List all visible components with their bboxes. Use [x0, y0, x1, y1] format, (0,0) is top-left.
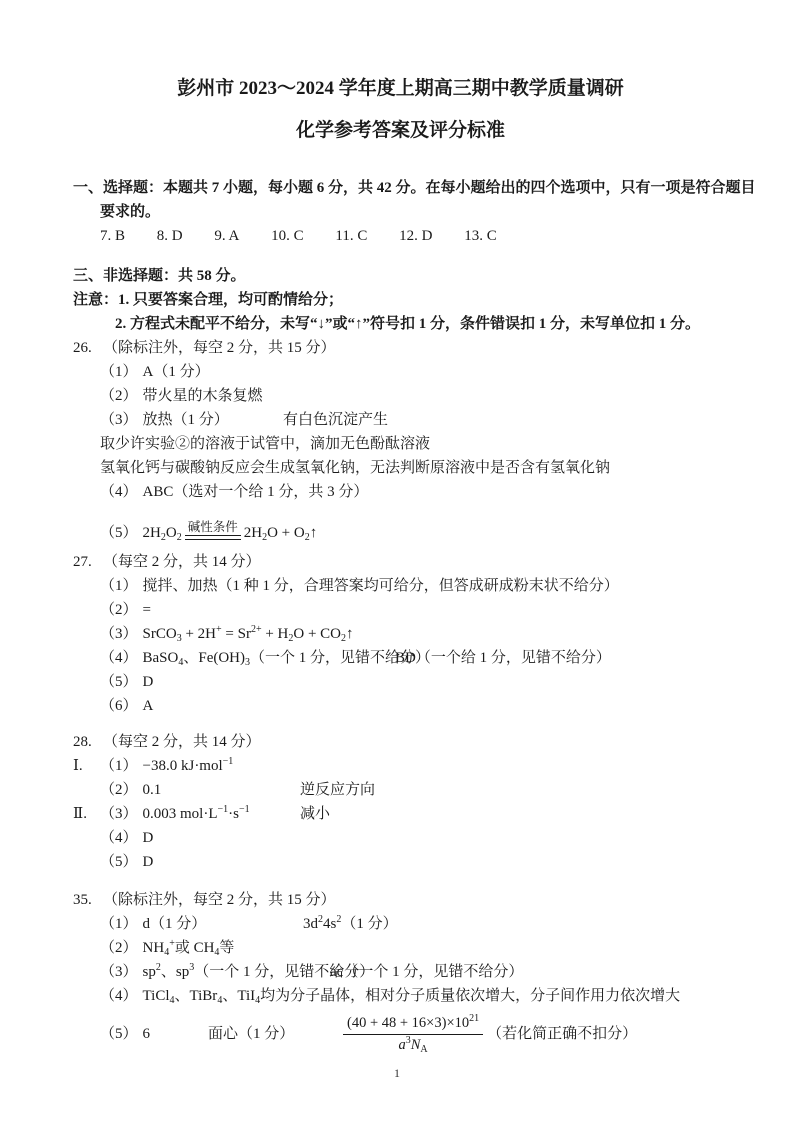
item-marker: （2）: [100, 782, 138, 798]
item-answer: =: [142, 602, 151, 618]
question-number: 26.: [73, 340, 92, 356]
q35-item-5: [73, 1010, 728, 1058]
item-marker: （3）: [100, 964, 138, 980]
q26-item-3: [73, 408, 728, 432]
item-answer: A: [142, 698, 154, 714]
item-marker: （2）: [100, 602, 138, 618]
density-formula: [343, 1013, 637, 1055]
item-answer-col2: ac（一个 1 分，见错不给分）: [330, 964, 524, 980]
q27-item-4: [73, 646, 728, 670]
item-marker: （5）: [100, 525, 138, 541]
q27-item-6: [73, 694, 728, 718]
item-answer: A（1 分）: [142, 364, 210, 380]
item-marker: （1）: [100, 578, 138, 594]
item-marker: （4）: [100, 988, 138, 1004]
item-marker: （5）: [100, 674, 138, 690]
item-answer: −38.0 kJ·mol$^{-1}$: [142, 756, 234, 774]
item-answer: ABC（选对一个给 1 分，共 3 分）: [142, 484, 369, 500]
q28-item-4: [73, 826, 728, 850]
q26-item-1: [73, 360, 728, 384]
item-answer: 0.1: [142, 782, 162, 798]
item-answer: 0.003 $mol\cdot L^{-1}\cdot s^{-1}$: [142, 804, 250, 822]
equation-lhs: $2H_2O_2$: [142, 525, 182, 543]
fraction: [343, 1013, 483, 1055]
item-answer: 搅拌、加热（1 种 1 分，合理答案均可给分，但答成研成粉末状不给分）: [142, 578, 619, 594]
item-answer: D: [142, 830, 154, 846]
item-marker: （6）: [100, 698, 138, 714]
item-marker: （3）: [100, 412, 138, 428]
q26-item-5-equation: [73, 506, 728, 546]
item-answer-col2: 减小: [300, 806, 331, 822]
item-answer: D: [142, 854, 154, 870]
q27-item-5: [73, 670, 728, 694]
question-number: 28.: [73, 734, 92, 750]
item-answer-col2: 逆反应方向: [300, 782, 376, 798]
q27-item-3: [73, 622, 728, 646]
item-answer: d（1 分）: [142, 916, 207, 932]
q28-item-2: [73, 778, 728, 802]
question-28-header: [73, 730, 728, 754]
item-answer: D: [142, 674, 154, 690]
doc-title: 彭州市 2023～2024 学年度上期高三期中教学质量调研: [177, 78, 624, 99]
fraction-numerator: $(40 + 48 + 16\times 3)\times 10^{21}$: [343, 1013, 483, 1035]
answer-item: 7. B: [100, 228, 126, 244]
question-number: 27.: [73, 554, 92, 570]
item-answer: $NH_4^+$或 $CH_4$等: [142, 938, 235, 958]
question-score-note: （每空 2 分，共 14 分）: [103, 554, 261, 570]
item-marker: （1）: [100, 916, 138, 932]
answer-item: 8. D: [156, 228, 183, 244]
item-answer-col2: BD（一个给 1 分，见错不给分）: [395, 650, 611, 666]
question-number: 35.: [73, 892, 92, 908]
q26-item-3-cont-1: 取少许实验②的溶液于试管中，滴加无色酚酞溶液: [100, 436, 431, 452]
item-answer: TiCl$_4$、TiBr$_4$、TiI$_4$均为分子晶体，相对分子质量依次增大，分子间作用力依次增大: [142, 988, 681, 1006]
roman-numeral-1: Ⅰ.: [73, 758, 83, 774]
answer-item: 12. D: [399, 228, 433, 244]
item-answer-col2: 面心（1 分）: [208, 1026, 295, 1042]
choice-answers-row: [73, 224, 728, 248]
item-answer: 带火星的木条复燃: [142, 388, 263, 404]
equation-rhs: $2H_2O$ + $O_2↑$: [243, 525, 318, 543]
question-27-header: [73, 550, 728, 574]
q28-item-3: [73, 802, 728, 826]
item-answer: 6: [142, 1026, 151, 1042]
q35-item-2: [73, 936, 728, 960]
free-section-heading: 三、非选择题：共 58 分。: [73, 268, 246, 284]
doc-subtitle: 化学参考答案及评分标准: [295, 120, 505, 141]
item-marker: （2）: [100, 388, 138, 404]
item-answer: 放热（1 分）: [142, 412, 229, 428]
q28-item-1: [73, 754, 728, 778]
q28-item-5: [73, 850, 728, 874]
reaction-condition: 碱性条件: [187, 520, 238, 534]
note-line-1: 注意：1. 只要答案合理，均可酌情给分；: [73, 292, 344, 308]
note-line-2: 2. 方程式未配平不给分，未写“↓”或“↑”符号扣 1 分，条件错误扣 1 分，未写单位扣 1 分。: [115, 316, 701, 332]
item-answer: $sp^2$、$sp^3$（一个 1 分，见错不给分）: [142, 962, 375, 980]
choice-section-heading: 一、选择题：本题共 7 小题，每小题 6 分，共 42 分。在每小题给出的四个选项中，只有一项是符合题目: [73, 180, 756, 196]
item-marker: （3）: [100, 806, 138, 822]
q35-item-3: [73, 960, 728, 984]
item-marker: （1）: [100, 758, 138, 774]
item-answer-col2: 有白色沉淀产生: [283, 412, 389, 428]
item-marker: （5）: [100, 854, 138, 870]
answer-item: 9. A: [214, 228, 240, 244]
item-marker: （4）: [100, 650, 138, 666]
page-number: 1: [394, 1066, 400, 1080]
item-marker: （4）: [100, 484, 138, 500]
reaction-condition-arrow: [185, 519, 241, 540]
question-score-note: （除标注外，每空 2 分，共 15 分）: [103, 892, 336, 908]
answer-item: 11. C: [335, 228, 368, 244]
item-marker: （2）: [100, 940, 138, 956]
q26-item-4: [73, 480, 728, 504]
fraction-denominator: $a^3N_A$: [398, 1035, 428, 1055]
q27-item-1: [73, 574, 728, 598]
q27-item-2: [73, 598, 728, 622]
roman-numeral-2: Ⅱ.: [73, 806, 87, 822]
item-marker: （5）: [100, 1026, 138, 1042]
choice-section-heading-cont: 要求的。: [100, 204, 161, 220]
answer-item: 10. C: [271, 228, 304, 244]
question-score-note: （除标注外，每空 2 分，共 15 分）: [103, 340, 336, 356]
item-answer: BaSO$_4$、$Fe(OH)_3$（一个 1 分，见错不给分）: [142, 650, 431, 668]
q35-item-1: [73, 912, 728, 936]
double-rule: [185, 535, 241, 540]
q26-item-3-cont-2: 氢氧化钙与碳酸钠反应会生成氢氧化钠，无法判断原溶液中是否含有氢氧化钠: [100, 460, 611, 476]
item-marker: （3）: [100, 626, 138, 642]
electron-configuration: $3d^24s^2(1$ 分）: [303, 914, 398, 932]
answer-item: 13. C: [464, 228, 497, 244]
question-35-header: [73, 888, 728, 912]
question-score-note: （每空 2 分，共 14 分）: [103, 734, 261, 750]
item-marker: （1）: [100, 364, 138, 380]
question-26-header: [73, 336, 728, 360]
q26-item-2: [73, 384, 728, 408]
item-marker: （4）: [100, 830, 138, 846]
formula-note: （若化简正确不扣分）: [487, 1026, 638, 1042]
ionic-equation: SrCO$_3$ + $2H^+ = Sr^{2+} + H_2O$ + $CO_2↑$: [142, 624, 354, 644]
q35-item-4: [73, 984, 728, 1008]
